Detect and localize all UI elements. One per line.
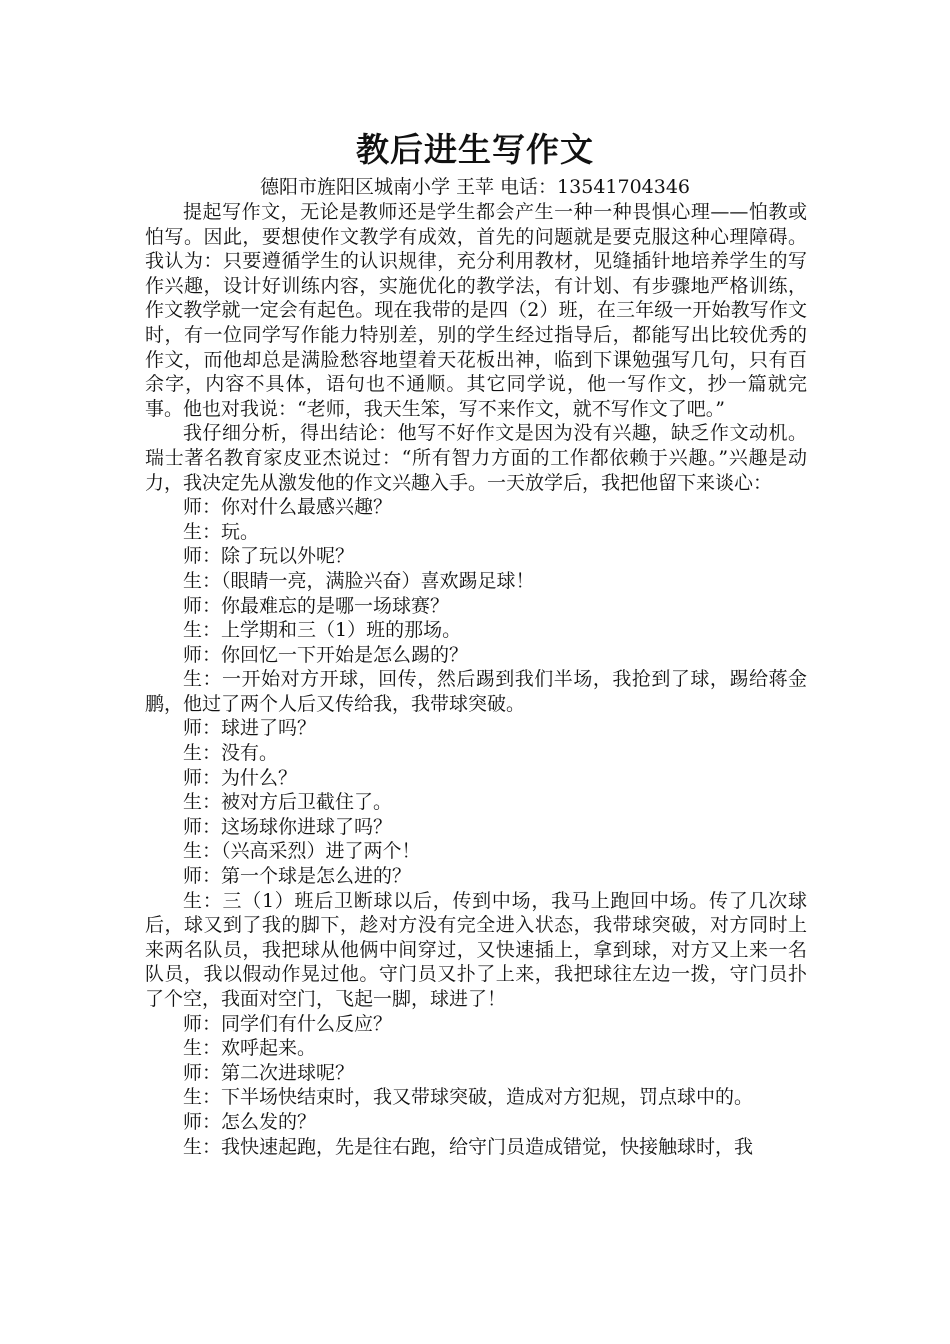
- dialogue-line: 师：第一个球是怎么进的？: [183, 865, 412, 888]
- dialogue-line: 生：下半场快结束时，我又带球突破，造成对方犯规，罚点球中的。: [183, 1086, 754, 1109]
- paragraph-analysis: 我仔细分析，得出结论：他写不好作文是因为没有兴趣，缺乏作文动机。瑞士著名教育家皮亚杰说过：“所有智力方面的工作都依赖于兴趣。”兴趣是动力，我决定先从激发他的作文兴趣入手。一天放学后，我把他留下来谈心：: [145, 422, 807, 494]
- dialogue-line: 师：球进了吗？: [183, 717, 317, 740]
- dialogue-line: 生：欢呼起来。: [183, 1037, 317, 1060]
- dialogue-line: 生：上学期和三（1）班的那场。: [183, 619, 462, 642]
- dialogue-line: 生：没有。: [183, 742, 279, 765]
- dialogue-line: 师：你回忆一下开始是怎么踢的？: [183, 643, 469, 666]
- dialogue-line: 师：怎么发的？: [183, 1110, 317, 1133]
- dialogue-line: 生：（眼睛一亮，满脸兴奋）喜欢踢足球！: [183, 569, 535, 592]
- dialogue-line: 师：为什么？: [183, 766, 298, 789]
- dialogue-line: 生：三（1）班后卫断球以后，传到中场，我马上跑回中场。传了几次球后，球又到了我的脚下，趁对方没有完全进入状态，我带球突破，对方同时上来两名队员，我把球从他俩中间穿过，又快速插上，拿到球，对方又上来一名队员，我以假动作晃过他。守门员又扑了上来，我把球往左边一拨，守门员扑了个空，我面对空门，飞起一脚，球进了！: [145, 889, 807, 1010]
- dialogue-line: 师：你最难忘的是哪一场球赛？: [183, 594, 450, 617]
- document-title: 教后进生写作文: [356, 130, 594, 169]
- author-byline: 德阳市旌阳区城南小学 王苹 电话：13541704346: [259, 176, 691, 198]
- dialogue-line: 师：第二次进球呢？: [183, 1061, 355, 1084]
- dialogue-line: 师：这场球你进球了吗？: [183, 815, 393, 838]
- dialogue-line: 生：（兴高采烈）进了两个！: [183, 840, 421, 863]
- document-body: [145, 200, 807, 1159]
- dialogue-line: 生：被对方后卫截住了。: [183, 791, 393, 814]
- dialogue-line: 生：我快速起跑，先是往右跑，给守门员造成错觉，快接触球时，我: [183, 1135, 754, 1158]
- dialogue-line: 师：同学们有什么反应？: [183, 1012, 393, 1035]
- dialogue-line: 师：除了玩以外呢？: [183, 545, 355, 568]
- dialogue-line: 生：一开始对方开球，回传，然后踢到我们半场，我抢到了球，踢给蒋金鹏，他过了两个人后又传给我，我带球突破。: [145, 668, 807, 715]
- paragraph-intro: 提起写作文，无论是教师还是学生都会产生一种一种畏惧心理——怕教或怕写。因此，要想使作文教学有成效，首先的问题就是要克服这种心理障碍。我认为：只要遵循学生的认识规律，充分利用教材，见缝插针地培养学生的写作兴趣，设计好训练内容，实施优化的教学法，有计划、有步骤地严格训练，作文教学就一定会有起色。现在我带的是四（2）班，在三年级一开始教写作文时，有一位同学写作能力特别差，别的学生经过指导后，都能写出比较优秀的作文，而他却总是满脸愁容地望着天花板出神，临到下课勉强写几句，只有百余字，内容不具体，语句也不通顺。其它同学说，他一写作文，抄一篇就完事。他也对我说：“老师，我天生笨，写不来作文，就不写作文了吧。”: [145, 201, 807, 420]
- dialogue-line: 师：你对什么最感兴趣？: [183, 496, 393, 519]
- dialogue-line: 生：玩。: [183, 520, 260, 543]
